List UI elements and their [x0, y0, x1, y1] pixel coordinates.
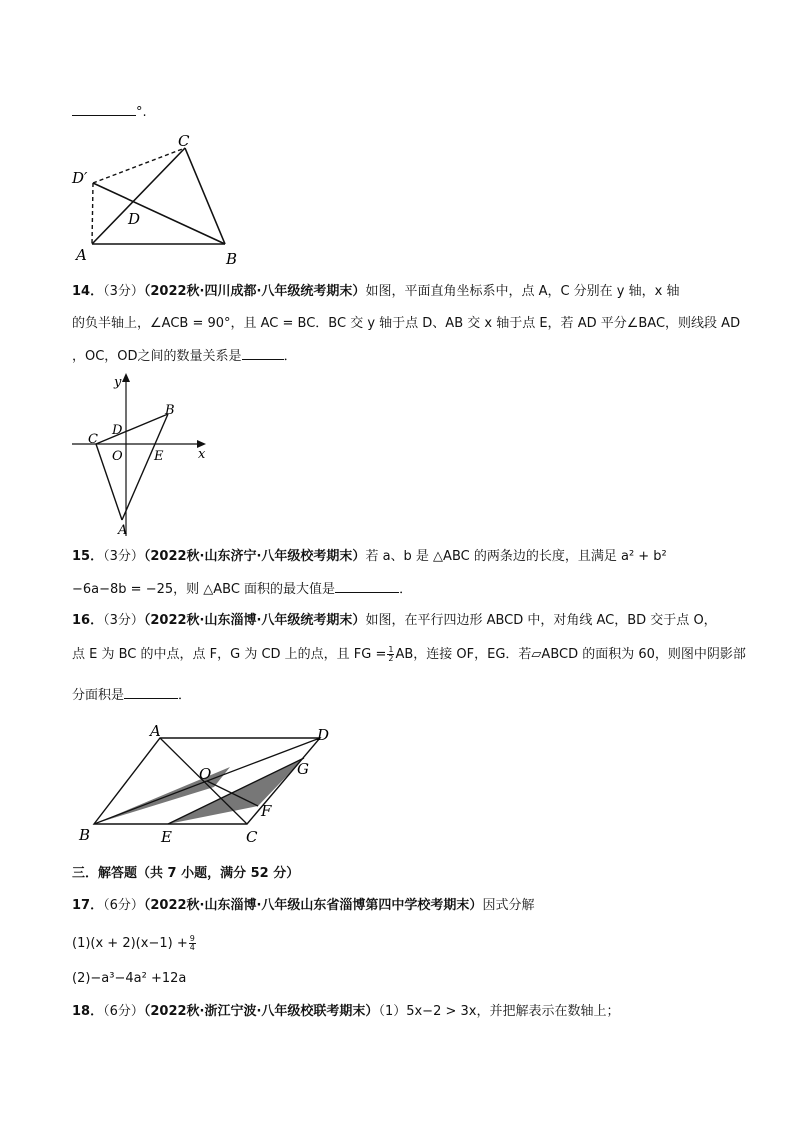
question-score: （6分） — [103, 1004, 144, 1019]
fraction-denominator: 4 — [189, 943, 195, 952]
answer-blank — [335, 580, 399, 593]
label-b: B — [165, 403, 175, 418]
q13-answer-line — [72, 103, 147, 122]
label-g: G — [297, 760, 309, 778]
label-a: A — [76, 246, 87, 264]
q18-line-1 — [72, 1003, 619, 1021]
question-number: 18． — [72, 1004, 104, 1019]
dashed-ad-prime — [92, 183, 93, 244]
q14-line-1 — [72, 283, 679, 301]
fraction-nine-quarters — [189, 935, 196, 952]
question-number: 14． — [72, 284, 104, 299]
question-text: （1）5x−2 > 3x，并把解表示在数轴上； — [378, 1004, 620, 1019]
label-d: D — [317, 726, 330, 744]
question-source: （2022秋·山东济宁·八年级校考期末） — [143, 549, 366, 564]
label-x: x — [198, 447, 206, 462]
question-text: 如图，在平行四边形 ABCD 中，对角线 AC，BD 交于点 O， — [365, 613, 717, 628]
label-a: A — [150, 722, 161, 740]
label-e: E — [161, 828, 172, 846]
question-text: 的负半轴上，∠ACB = 90°，且 AC = BC．BC 交 y 轴于点 D、AB 交 x 轴于点 E，若 AD 平分∠BAC，则线段 AD — [72, 316, 741, 331]
q16-line-3 — [72, 686, 191, 705]
answer-blank — [242, 347, 284, 360]
question-number: 17． — [72, 898, 104, 913]
label-a: A — [118, 523, 128, 538]
fraction-denominator: 2 — [388, 654, 394, 663]
expression: (1)(x + 2)(x−1) + — [72, 936, 188, 951]
figure-16 — [74, 718, 344, 848]
question-score: （6分） — [103, 898, 144, 913]
label-e: E — [154, 449, 164, 464]
q14-line-3 — [72, 347, 297, 366]
label-f: F — [261, 802, 272, 820]
label-b: B — [226, 250, 238, 268]
figure-13 — [60, 126, 250, 270]
question-text: 若 a、b 是 △ABC 的两条边的长度，且满足 a² + b² — [365, 549, 667, 564]
question-source: （2022秋·山东淄博·八年级山东省淄博第四中学校考期末） — [143, 898, 483, 913]
q14-line-2 — [72, 315, 740, 333]
question-text: 分面积是 — [72, 688, 125, 703]
question-text: AB，连接 OF，EG．若▱ABCD 的面积为 60，则图中阴影部 — [395, 647, 746, 662]
q16-line-1 — [72, 612, 717, 630]
figure-14 — [66, 370, 216, 540]
question-text: 因式分解 — [482, 898, 535, 913]
label-d-prime: D′ — [72, 169, 88, 187]
dashed-cd-prime — [93, 148, 185, 183]
question-text: 如图，平面直角坐标系中，点 A，C 分别在 y 轴，x 轴 — [365, 284, 680, 299]
question-score: （3分） — [103, 549, 144, 564]
label-c: C — [178, 132, 190, 150]
question-number: 16． — [72, 613, 104, 628]
answer-blank — [124, 686, 178, 699]
question-source: （2022秋·浙江宁波·八年级校联考期末） — [143, 1004, 379, 1019]
question-text: −6a−8b = −25，则 △ABC 面积的最大值是 — [72, 582, 336, 597]
label-d: D — [112, 423, 123, 438]
fraction-numerator: 1 — [388, 645, 394, 654]
question-score: （3分） — [103, 284, 144, 299]
answer-blank — [72, 103, 136, 116]
period: ． — [178, 688, 192, 703]
question-text: 点 E 为 BC 的中点，点 F，G 为 CD 上的点，且 FG = — [72, 647, 387, 662]
question-score: （3分） — [103, 613, 144, 628]
period: ． — [399, 582, 413, 597]
q17-part-2 — [72, 970, 186, 988]
label-d: D — [128, 210, 141, 228]
degree-mark: °. — [136, 105, 147, 120]
fraction-numerator: 9 — [189, 934, 195, 943]
q16-line-2 — [72, 646, 746, 664]
label-o: O — [112, 449, 123, 464]
fraction-one-half — [387, 646, 394, 663]
question-number: 15． — [72, 549, 104, 564]
label-o: O — [199, 765, 212, 783]
question-text: ，OC，OD之间的数量关系是 — [72, 349, 242, 364]
label-c: C — [88, 432, 98, 447]
q15-line-2 — [72, 580, 412, 599]
label-b: B — [79, 826, 91, 844]
question-source: （2022秋·四川成都·八年级统考期末） — [143, 284, 366, 299]
section-title: 三．解答题（共 7 小题，满分 52 分） — [72, 866, 300, 881]
label-c: C — [246, 828, 258, 846]
period: ． — [283, 349, 297, 364]
q17-line-1 — [72, 897, 534, 915]
segment-bd — [93, 183, 225, 244]
label-y: y — [114, 375, 122, 390]
y-axis-arrow — [122, 373, 130, 382]
segment-cb — [185, 148, 225, 244]
q17-part-1 — [72, 935, 197, 953]
question-source: （2022秋·山东淄博·八年级统考期末） — [143, 613, 366, 628]
expression: (2)−a³−4a² +12a — [72, 971, 187, 986]
q15-line-1 — [72, 548, 667, 566]
segment-ac — [92, 148, 185, 244]
